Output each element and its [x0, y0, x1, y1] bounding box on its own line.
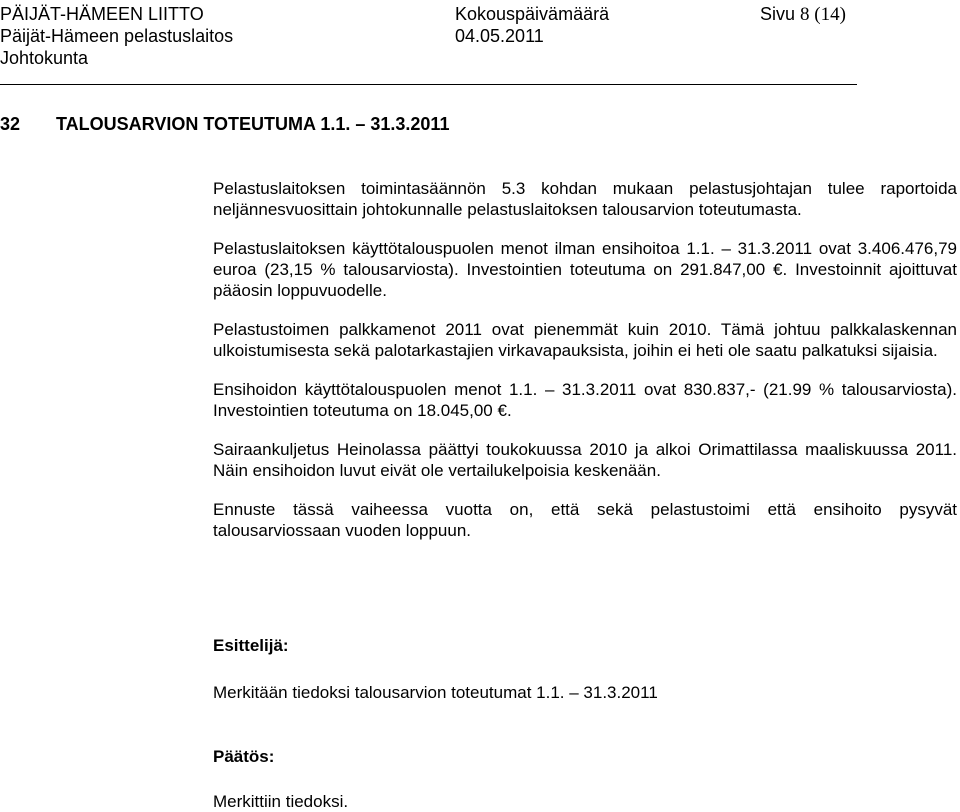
paragraph: Ennuste tässä vaiheessa vuotta on, että sekä pelastustoimi että ensihoito pysyvät talousarviossaan vuoden loppuun. [213, 500, 957, 540]
section-heading [0, 114, 449, 135]
header-unit: Päijät-Hämeen pelastuslaitos [0, 26, 234, 46]
document-body [213, 178, 957, 541]
paragraph: Pelastuslaitoksen toimintasäännön 5.3 kohdan mukaan pelastusjohtajan tulee raportoida neljännesvuosittain johtokunnalle pelastuslaitoksen talousarvion toteutumasta. [213, 179, 957, 219]
section-number: 32 [0, 114, 21, 134]
header-date: 04.05.2011 [455, 26, 544, 46]
paragraph: Ensihoidon käyttötalouspuolen menot 1.1. – 31.3.2011 ovat 830.837,- (21.99 % talousarviosta). Investointien toteutuma on 18.045,00 €. [213, 380, 957, 420]
header-date-label: Kokouspäivämäärä [455, 4, 610, 24]
header-middle [455, 3, 609, 47]
header-rule [0, 84, 857, 85]
header-body: Johtokunta [0, 48, 89, 68]
paragraph: Pelastustoimen palkkamenot 2011 ovat pienemmät kuin 2010. Tämä johtuu palkkalaskennan ulkoistumisesta sekä palotarkastajien virkavapauksista, joihin ei heti ole saatu palkatuksi sijaisia. [213, 320, 957, 360]
presenter-heading: Esittelijä: [213, 636, 289, 655]
section-title: TALOUSARVION TOTEUTUMA 1.1. – 31.3.2011 [56, 114, 450, 134]
presenter-proposal: Merkitään tiedoksi talousarvion toteutumat 1.1. – 31.3.2011 [213, 683, 658, 702]
header-page-number: 8 (14) [800, 4, 846, 25]
paragraph: Sairaankuljetus Heinolassa päättyi toukokuussa 2010 ja alkoi Orimattilassa maaliskuussa 2011. Näin ensihoidon luvut eivät ole vertailukelpoisia keskenään. [213, 440, 957, 480]
decision-text: Merkittiin tiedoksi. [213, 792, 349, 811]
header-org: PÄIJÄT-HÄMEEN LIITTO [0, 4, 204, 24]
header-page [760, 3, 846, 26]
header-page-label: Sivu [760, 4, 796, 24]
decision-heading: Päätös: [213, 747, 275, 766]
paragraph: Pelastuslaitoksen käyttötalouspuolen menot ilman ensihoitoa 1.1. – 31.3.2011 ovat 3.406.476,79 euroa (23,15 % talousarviosta). Investointien toteutuma on 291.847,00 €. Investoinnit ajoittuvat pääosin loppuvuodelle. [213, 239, 957, 300]
header-left [0, 3, 233, 69]
